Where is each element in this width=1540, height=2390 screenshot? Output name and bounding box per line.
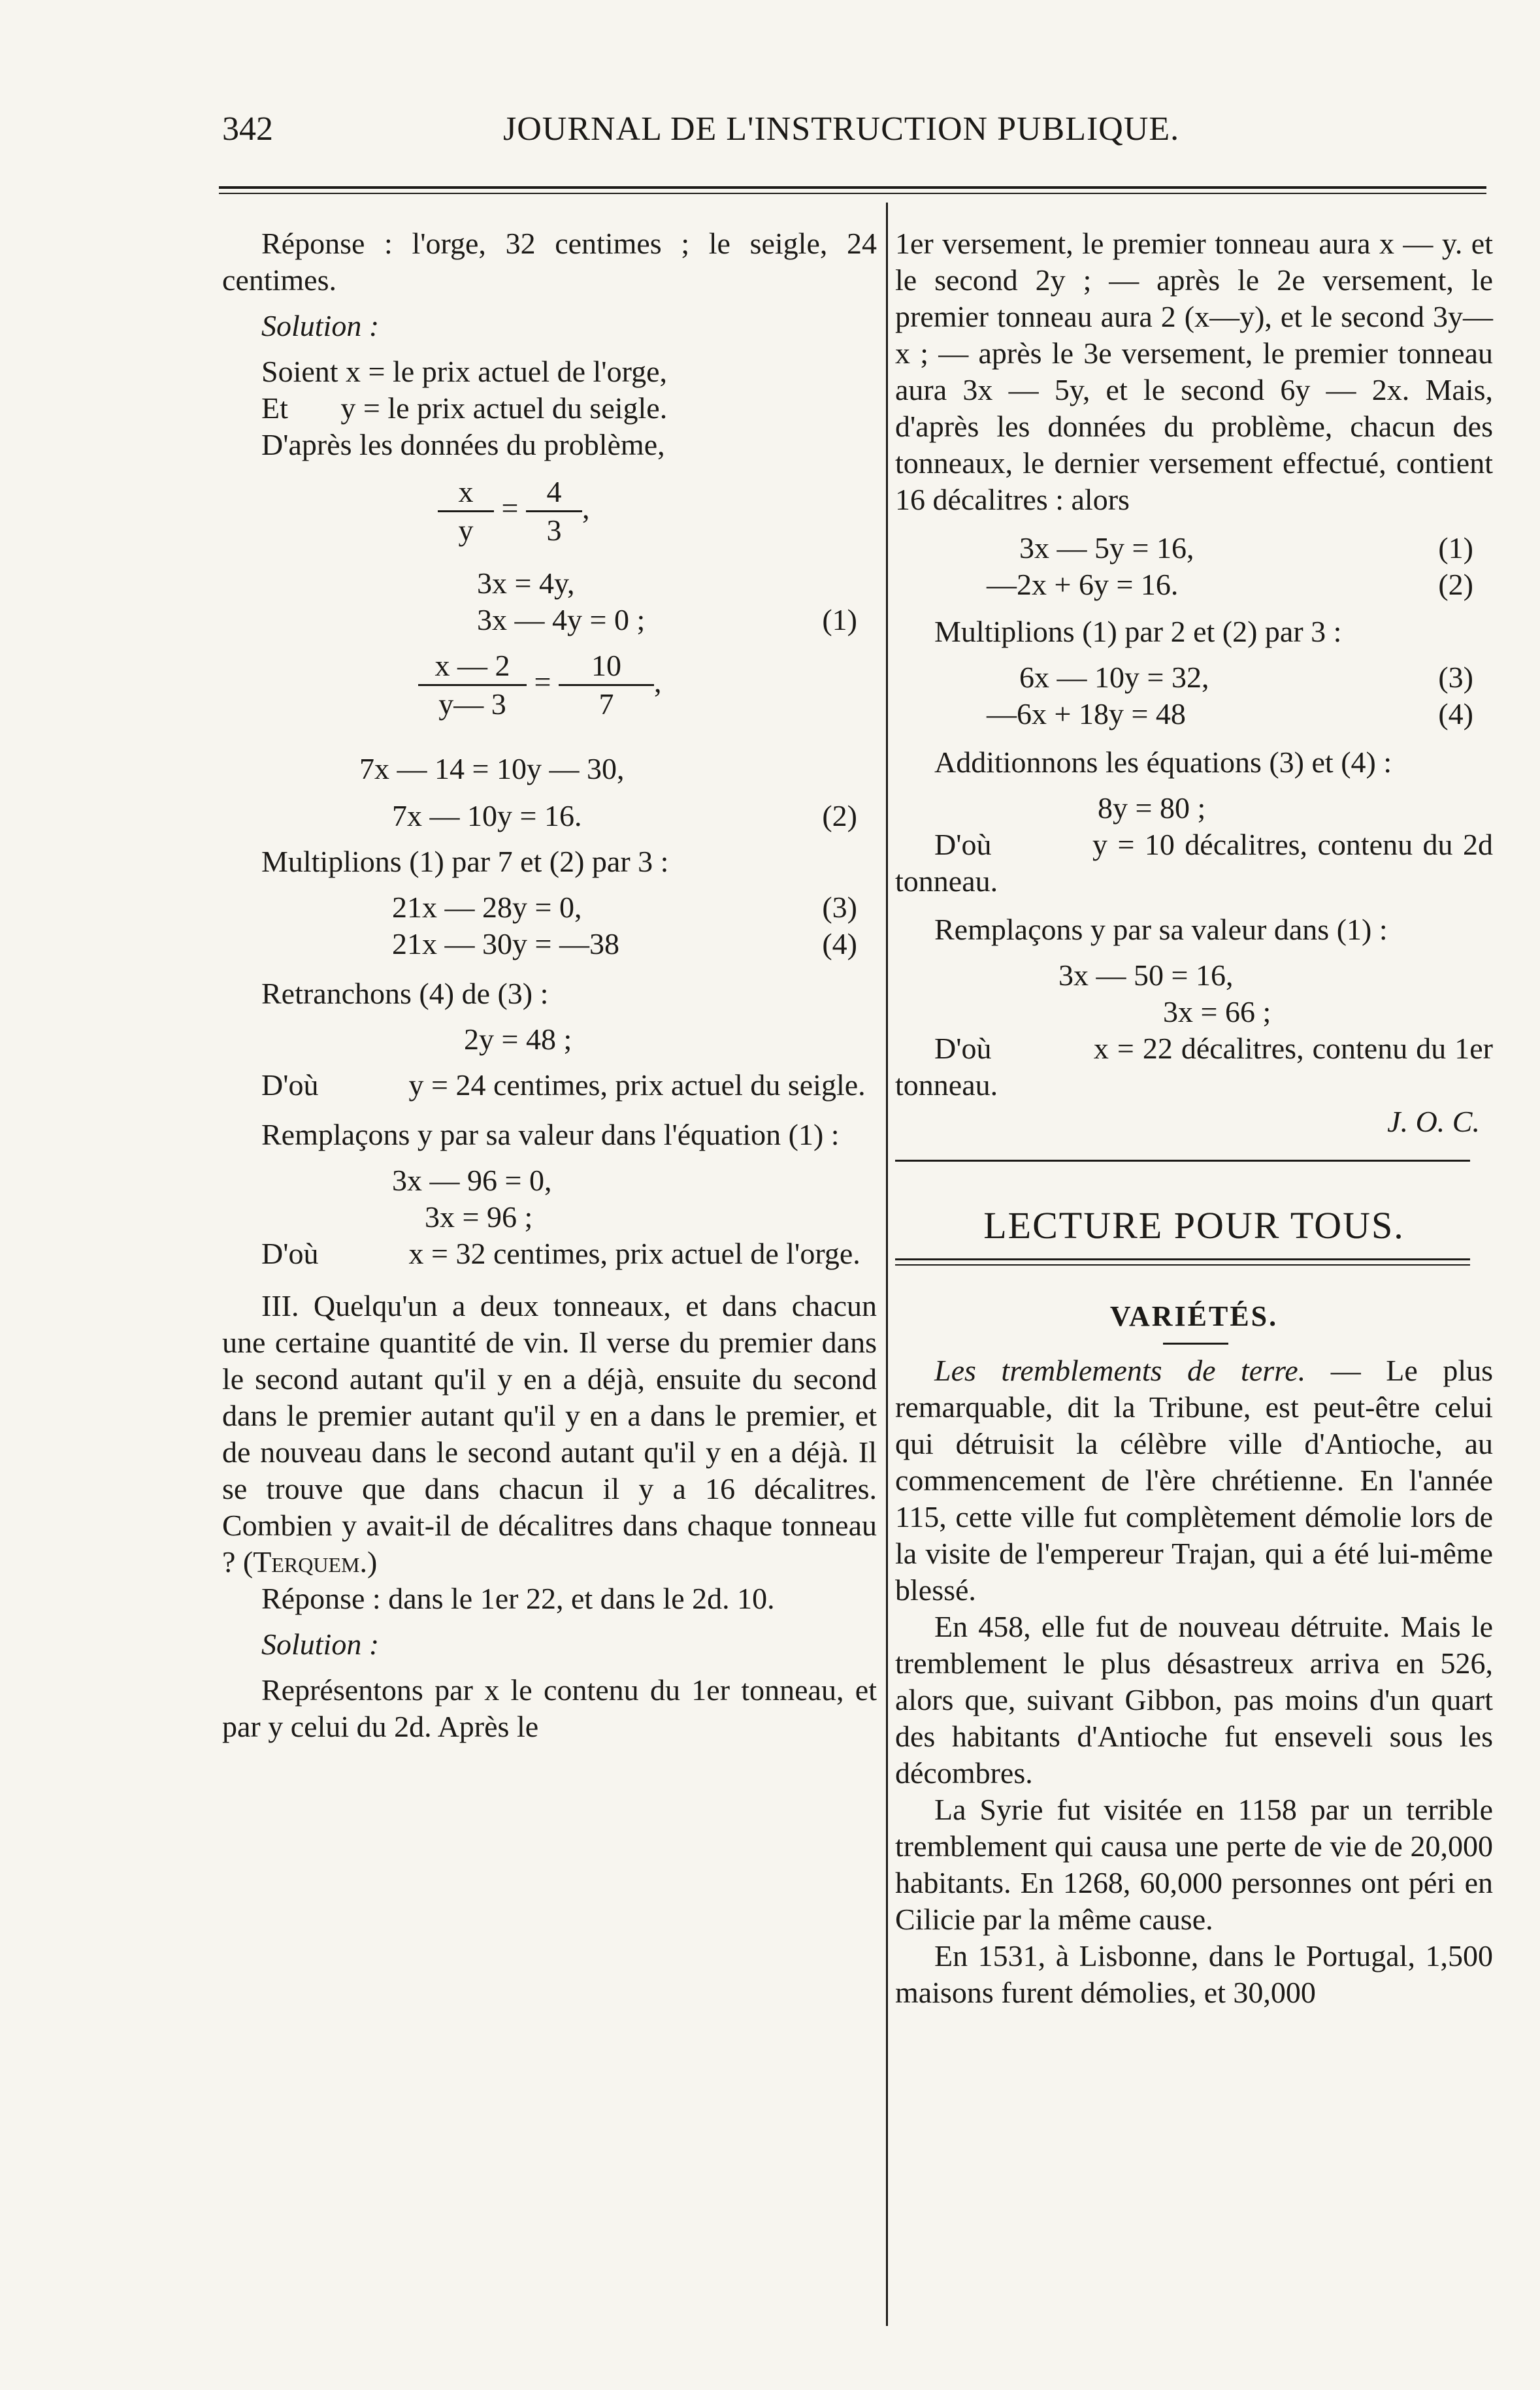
paragraph-lead: Les tremblements de terre. — [934, 1354, 1306, 1387]
equation-row: 3x — 5y = 16, (1) — [895, 530, 1493, 566]
equation-row: 8y = 80 ; — [1098, 791, 1206, 825]
equation-tag: (3) — [1438, 661, 1473, 694]
fraction-numerator: x — [458, 475, 474, 508]
header-rule — [219, 186, 1486, 189]
running-title: JOURNAL DE L'INSTRUCTION PUBLIQUE. — [503, 110, 1180, 148]
fraction-right — [526, 474, 582, 549]
equation-row: 7x — 14 = 10y — 30, — [359, 752, 625, 785]
represent-text: Représentons par x le contenu du 1er tonneau, et par y celui du 2d. Après le — [222, 1673, 877, 1743]
header-rule-thin — [219, 193, 1486, 194]
equation-row: 3x — 4y = 0 ; (1) — [222, 602, 877, 638]
equation-tag: (1) — [1438, 531, 1473, 565]
equation-row: 21x — 30y = —38 (4) — [222, 926, 877, 962]
equation-row: 3x = 66 ; — [1163, 995, 1271, 1028]
equation-row: —2x + 6y = 16. (2) — [895, 566, 1493, 603]
section-subtitle: VARIÉTÉS. — [1109, 1300, 1279, 1332]
paragraph-syria: La Syrie fut visitée en 1158 par un terrible tremblement qui causa une perte de vie de 20,000 habitants. En 1268, 60,000 personnes ont péri en Cilicie par la même cause. — [895, 1793, 1493, 1936]
left-column — [222, 225, 877, 1745]
subtract-text: Retranchons (4) de (3) : — [261, 977, 549, 1010]
fraction-denominator: y— 3 — [418, 684, 527, 723]
equation-tag: (1) — [822, 603, 857, 636]
fraction-numerator: x — 2 — [434, 649, 510, 682]
problem-3: III. Quelqu'un a deux tonneaux, et dans chacun une certaine quantité de vin. Il verse du premier dans le second autant qu'il y en a déjà, ensuite du second dans le premier autant qu'il y en a dans le premier, et de nouveau dans le second autant qu'il y en a déjà. Il se trouve que dans chacun il y a 16 décalitres. Combien y avait-il de décalitres dans chaque tonneau ? (Terquem.) — [222, 1289, 877, 1579]
result-y: D'où y = 10 décalitres, contenu du 2d tonneau. — [895, 828, 1501, 898]
replace-text: Remplaçons y par sa valeur dans l'équation (1) : — [261, 1118, 840, 1151]
result-y: D'où y = 24 centimes, prix actuel du seigle. — [261, 1068, 866, 1102]
subtitle-rule — [1163, 1343, 1228, 1345]
replace-text: Remplaçons y par sa valeur dans (1) : — [934, 913, 1388, 946]
equation-row: —6x + 18y = 48 (4) — [895, 696, 1493, 732]
equation-row: 3x — 50 = 16, — [1058, 958, 1234, 992]
fraction-left — [418, 647, 527, 723]
paragraph-earthquakes: Les tremblements de terre. — Le plus remarquable, dit la Tribune, est peut-être celui qui détruisit la célèbre ville d'Antioche, au commencement de l'ère chrétienne. En l'année 115, cette ville fut complètement démolie lors de la visite de l'empereur Trajan, qui a été lui-même blessé. — [895, 1354, 1494, 1607]
equation-row: 6x — 10y = 32, (3) — [895, 659, 1493, 696]
equation-row: 2y = 48 ; — [464, 1023, 572, 1056]
section-rule-double — [895, 1258, 1470, 1260]
fraction-left — [438, 474, 494, 549]
page-number: 342 — [222, 110, 273, 148]
equals-sign: = — [501, 491, 526, 525]
result-x: D'où x = 32 centimes, prix actuel de l'orge. — [261, 1237, 860, 1270]
given-text: D'après les données du problème, — [261, 428, 665, 461]
solution-label-1: Solution : — [261, 309, 380, 342]
add-text: Additionnons les équations (3) et (4) : — [934, 745, 1392, 779]
section-rule — [895, 1160, 1470, 1162]
fraction-equation-2: $\frac{x — 2}{y— 3}$ = $\frac{10}{7}$ , — [418, 647, 877, 739]
equals-sign: = — [534, 665, 559, 699]
equation-tag: (4) — [1438, 697, 1473, 730]
multiply-text: Multiplions (1) par 7 et (2) par 3 : — [261, 845, 669, 878]
equation-row: 21x — 28y = 0, (3) — [222, 889, 877, 926]
column-divider — [886, 203, 888, 2326]
fraction-numerator: 10 — [591, 649, 621, 682]
fraction-numerator: 4 — [546, 475, 562, 508]
fraction-denominator: 7 — [559, 684, 654, 723]
let-x: Soient x = le prix actuel de l'orge, — [261, 355, 667, 388]
answer-1: Réponse : l'orge, 32 centimes ; le seigle, 24 centimes. — [222, 227, 877, 297]
section-title: LECTURE POUR TOUS. — [983, 1204, 1405, 1247]
page-header — [209, 110, 1307, 156]
result-x: D'où x = 22 décalitres, contenu du 1er tonneau. — [895, 1032, 1501, 1102]
problem-source: (Terquem.) — [242, 1545, 378, 1579]
fraction-denominator: 3 — [526, 510, 582, 549]
right-column — [895, 225, 1501, 2011]
paragraph-458: En 458, elle fut de nouveau détruite. Mais le tremblement le plus désastreux arriva en 526, alors que, suivant Gibbon, pas moins d'un quart des habitants d'Antioche fut enseveli sous les décombres. — [895, 1610, 1493, 1790]
fraction-equation-1: $\frac{x}{y}$ = $\frac{4}{3}$ , — [438, 474, 877, 565]
equation-row: 3x — 96 = 0, — [392, 1164, 552, 1197]
answer-3: Réponse : dans le 1er 22, et dans le 2d. 10. — [261, 1582, 775, 1615]
continued-solution: 1er versement, le premier tonneau aura x — y. et le second 2y ; — après le 2e versement, le premier tonneau aura 2 (x—y), et le second 3y—x ; — après le 3e versement, le premier tonneau aura 3x — 5y, et le second 6y — 2x. Mais, d'après les données du problème, chacun des tonneaux, le dernier versement effectué, contient 16 décalitres : alors — [895, 227, 1493, 516]
multiply-text: Multiplions (1) par 2 et (2) par 3 : — [934, 615, 1342, 648]
fraction-denominator: y — [438, 510, 494, 549]
equation-tag: (4) — [822, 927, 857, 960]
equation-row: 3x = 4y, — [477, 566, 575, 600]
equation-row: 3x = 96 ; — [425, 1200, 533, 1234]
solution-label-3: Solution : — [261, 1628, 380, 1661]
section-rule-double-thin — [895, 1264, 1470, 1266]
equation-tag: (2) — [822, 799, 857, 832]
fraction-right — [559, 647, 654, 723]
paragraph-lisbon: En 1531, à Lisbonne, dans le Portugal, 1,500 maisons furent démolies, et 30,000 — [895, 1939, 1493, 2009]
equation-row: 7x — 10y = 16. (2) — [222, 798, 877, 834]
equation-tag: (2) — [1438, 568, 1473, 601]
equation-tag: (3) — [822, 891, 857, 924]
let-y: Et y = le prix actuel du seigle. — [261, 391, 668, 425]
author-signature: J. O. C. — [1387, 1105, 1480, 1138]
